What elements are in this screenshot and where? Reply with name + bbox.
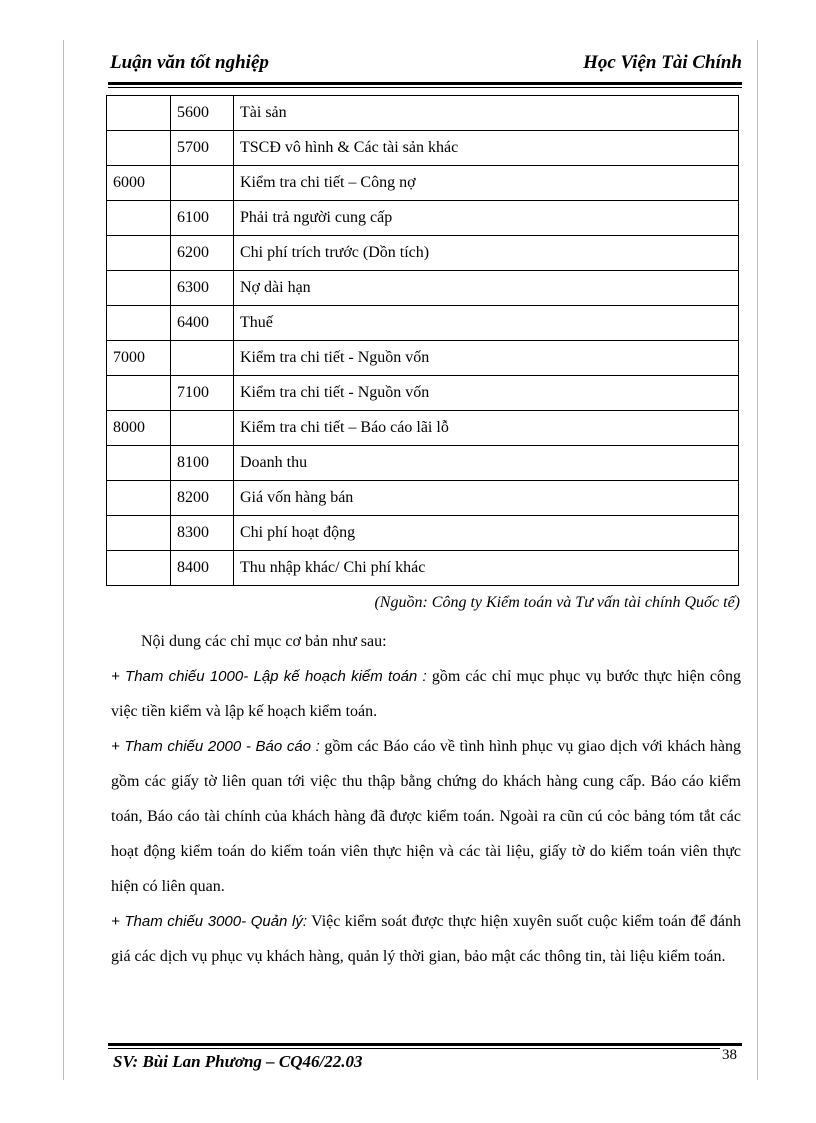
- cell-description: Chi phí trích trước (Dồn tích): [234, 236, 739, 271]
- cell-subsection-code: 8100: [171, 446, 234, 481]
- table-row: [107, 376, 739, 411]
- cell-section-code: [107, 96, 171, 131]
- cell-section-code: [107, 481, 171, 516]
- cell-description: Thuế: [234, 306, 739, 341]
- cell-description: Chi phí hoạt động: [234, 516, 739, 551]
- paragraph-reference-1000: [111, 659, 741, 729]
- page-number: 38: [722, 1047, 737, 1063]
- cell-section-code: [107, 446, 171, 481]
- cell-subsection-code: [171, 166, 234, 201]
- footer-rule-thick: [108, 1043, 742, 1046]
- cell-section-code: [107, 306, 171, 341]
- cell-subsection-code: [171, 341, 234, 376]
- table-row: [107, 306, 739, 341]
- table-row: [107, 481, 739, 516]
- cell-section-code: 8000: [107, 411, 171, 446]
- table-row: [107, 131, 739, 166]
- reference-1000-text: gồm các chỉ mục phục vụ bước thực hiện công việc tiền kiểm và lập kế hoạch kiểm toán.: [111, 668, 741, 720]
- cell-section-code: 6000: [107, 166, 171, 201]
- cell-subsection-code: 8400: [171, 551, 234, 586]
- index-table: [106, 95, 739, 586]
- cell-subsection-code: 5700: [171, 131, 234, 166]
- cell-description: Kiểm tra chi tiết - Nguồn vốn: [234, 376, 739, 411]
- reference-2000-label: + Tham chiếu 2000 - Báo cáo :: [111, 738, 320, 755]
- page-header: [108, 52, 742, 82]
- cell-section-code: [107, 376, 171, 411]
- cell-subsection-code: 8300: [171, 516, 234, 551]
- cell-description: Nợ dài hạn: [234, 271, 739, 306]
- cell-description: Doanh thu: [234, 446, 739, 481]
- cell-subsection-code: 8200: [171, 481, 234, 516]
- cell-section-code: [107, 551, 171, 586]
- paragraph-reference-3000: [111, 904, 741, 974]
- cell-subsection-code: [171, 411, 234, 446]
- cell-section-code: 7000: [107, 341, 171, 376]
- table-row: [107, 201, 739, 236]
- table-row: [107, 166, 739, 201]
- cell-section-code: [107, 236, 171, 271]
- table-row: [107, 516, 739, 551]
- table-row: [107, 271, 739, 306]
- paragraph-intro: Nội dung các chỉ mục cơ bản như sau:: [141, 633, 387, 650]
- cell-description: Phải trả người cung cấp: [234, 201, 739, 236]
- table-row: [107, 341, 739, 376]
- margin-guide-left: [63, 40, 64, 1080]
- header-institution: Học Viện Tài Chính: [583, 52, 742, 73]
- table-row: [107, 446, 739, 481]
- cell-description: TSCĐ vô hình & Các tài sản khác: [234, 131, 739, 166]
- header-rule-thin: [108, 87, 742, 88]
- cell-subsection-code: 7100: [171, 376, 234, 411]
- table-row: [107, 96, 739, 131]
- cell-section-code: [107, 516, 171, 551]
- table-row: [107, 411, 739, 446]
- index-table-body: [107, 96, 739, 586]
- cell-description: Kiểm tra chi tiết – Công nợ: [234, 166, 739, 201]
- footer-rule-thin: [108, 1048, 720, 1049]
- paragraph-reference-2000: [111, 729, 741, 904]
- cell-section-code: [107, 131, 171, 166]
- cell-subsection-code: 5600: [171, 96, 234, 131]
- body-text: [111, 624, 741, 974]
- footer-student-info: SV: Bùi Lan Phương – CQ46/22.03: [113, 1052, 363, 1071]
- cell-subsection-code: 6100: [171, 201, 234, 236]
- table-source-note: (Nguồn: Công ty Kiểm toán và Tư vấn tài chính Quốc tế): [374, 594, 740, 611]
- reference-3000-text: Việc kiểm soát được thực hiện xuyên suốt cuộc kiểm toán để đánh giá các dịch vụ phục vụ khách hàng, quản lý thời gian, bảo mật các thông tin, tài liệu kiểm toán.: [111, 913, 742, 965]
- cell-description: Giá vốn hàng bán: [234, 481, 739, 516]
- cell-subsection-code: 6400: [171, 306, 234, 341]
- cell-section-code: [107, 271, 171, 306]
- table-row: [107, 236, 739, 271]
- cell-description: Kiểm tra chi tiết – Báo cáo lãi lỗ: [234, 411, 739, 446]
- reference-3000-label: + Tham chiếu 3000- Quản lý:: [111, 913, 307, 930]
- cell-description: Tài sản: [234, 96, 739, 131]
- margin-guide-right: [757, 40, 758, 1080]
- header-rule-thick: [108, 82, 742, 85]
- cell-subsection-code: 6200: [171, 236, 234, 271]
- cell-description: Thu nhập khác/ Chi phí khác: [234, 551, 739, 586]
- cell-section-code: [107, 201, 171, 236]
- reference-1000-label: + Tham chiếu 1000- Lập kế hoạch kiểm toán :: [111, 668, 427, 685]
- table-row: [107, 551, 739, 586]
- reference-2000-text: gồm các Báo cáo về tình hình phục vụ giao dịch với khách hàng gồm các giấy tờ liên quan tới việc thu thập bằng chứng do khách hàng cung cấp. Báo cáo kiểm toán, Báo cáo tài chính của khách hàng đã được kiểm toán. Ngoài ra cũn cú cỏc bảng tóm tắt các hoạt động kiểm toán do kiểm toán viên thực hiện và các tài liệu, giấy tờ do kiểm toán viên thực hiện có liên quan.: [111, 738, 741, 895]
- cell-description: Kiểm tra chi tiết - Nguồn vốn: [234, 341, 739, 376]
- header-thesis-title: Luận văn tốt nghiệp: [110, 52, 269, 73]
- cell-subsection-code: 6300: [171, 271, 234, 306]
